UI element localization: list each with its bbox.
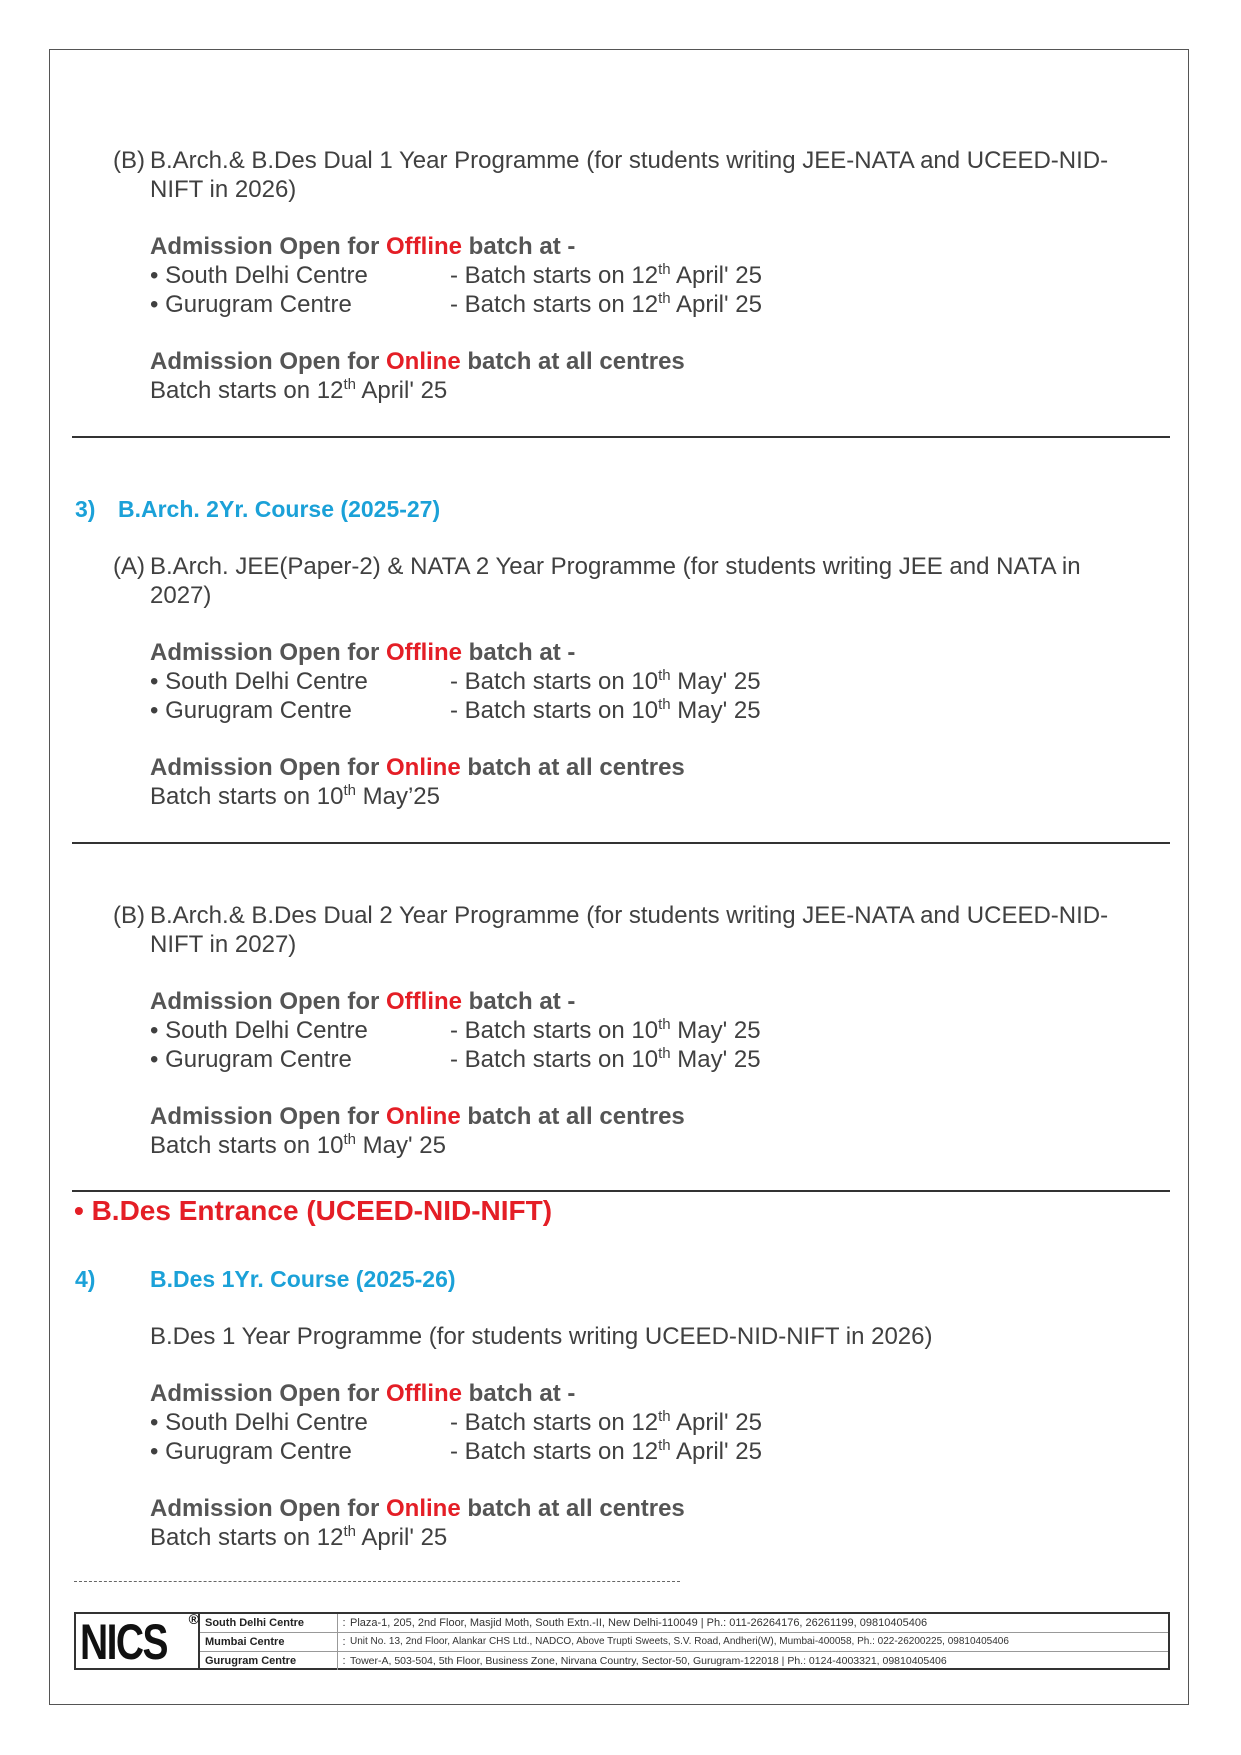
centre-name: Gurugram Centre bbox=[200, 1652, 338, 1670]
offline-admission-heading: Admission Open for Offline batch at - bbox=[150, 988, 576, 1015]
centre-name: Mumbai Centre bbox=[200, 1633, 338, 1651]
centre-details: Unit No. 13, 2nd Floor, Alankar CHS Ltd., NADCO, Above Trupti Sweets, S.V. Road, Andheri(W), Mumbai-400058, Ph.: 022-26200225, 09810405406 bbox=[350, 1636, 1009, 1647]
offline-word: Offline bbox=[386, 988, 463, 1015]
address-row: Mumbai Centre : Unit No. 13, 2nd Floor, Alankar CHS Ltd., NADCO, Above Trupti Sweets, S.V. Road, Andheri(W), Mumbai-400058, Ph.: 022-26200225, 09810405406 bbox=[200, 1633, 1168, 1652]
centre-details: Tower-A, 503-504, 5th Floor, Business Zone, Nirvana Country, Sector-50, Gurugram-122018 | Ph.: 0124-4003321, 09810405406 bbox=[350, 1655, 947, 1667]
online-admission-heading: Admission Open for Online batch at all centres bbox=[150, 1103, 685, 1130]
offline-admission-heading: Admission Open for Offline batch at - bbox=[150, 639, 576, 666]
footer-address-box bbox=[74, 1612, 1170, 1670]
online-admission-heading: Admission Open for Online batch at all centres bbox=[150, 754, 685, 781]
programme-title: B.Des 1 Year Programme (for students writing UCEED-NID-NIFT in 2026) bbox=[150, 1323, 933, 1350]
address-row: Gurugram Centre : Tower-A, 503-504, 5th Floor, Business Zone, Nirvana Country, Sector-50, Gurugram-122018 | Ph.: 0124-4003321, 09810405406 bbox=[200, 1652, 1168, 1670]
address-row: South Delhi Centre : Plaza-1, 205, 2nd Floor, Masjid Moth, South Extn.-II, New Delhi-110049 | Ph.: 011-26264176, 26261199, 09810405406 bbox=[200, 1614, 1168, 1633]
centre-row: • Gurugram Centre - Batch starts on 10th May' 25 bbox=[150, 696, 761, 724]
centre-row: • South Delhi Centre - Batch starts on 10th May' 25 bbox=[150, 667, 761, 695]
online-word: Online bbox=[386, 1103, 461, 1130]
course-title: B.Des 1Yr. Course (2025-26) bbox=[150, 1266, 456, 1292]
programme-title: B.Arch.& B.Des Dual 1 Year Programme (for students writing JEE-NATA and UCEED-NID- bbox=[150, 147, 1109, 174]
offline-admission-heading: Admission Open for Offline batch at - bbox=[150, 233, 576, 260]
online-batch-date: Batch starts on 10th May’25 bbox=[150, 782, 441, 810]
centre-row: • Gurugram Centre - Batch starts on 12th April' 25 bbox=[150, 290, 762, 318]
offline-word: Offline bbox=[386, 233, 463, 260]
bdes-entrance-heading: • B.Des Entrance (UCEED-NID-NIFT) bbox=[74, 1195, 553, 1226]
centre-row: • Gurugram Centre - Batch starts on 10th May' 25 bbox=[150, 1045, 761, 1073]
section-label: (B) bbox=[113, 902, 145, 929]
online-admission-heading: Admission Open for Online batch at all centres bbox=[150, 1495, 685, 1522]
centre-row: • Gurugram Centre - Batch starts on 12th April' 25 bbox=[150, 1437, 762, 1465]
programme-title-cont: NIFT in 2027) bbox=[150, 931, 297, 958]
centre-row: • South Delhi Centre - Batch starts on 10th May' 25 bbox=[150, 1016, 761, 1044]
programme-title: B.Arch. JEE(Paper-2) & NATA 2 Year Programme (for students writing JEE and NATA in bbox=[150, 553, 1081, 580]
divider bbox=[72, 1190, 1170, 1192]
offline-word: Offline bbox=[386, 1380, 463, 1407]
section-label: (B) bbox=[113, 147, 145, 174]
programme-title-cont: NIFT in 2026) bbox=[150, 176, 297, 203]
programme-title-cont: 2027) bbox=[150, 582, 212, 609]
offline-admission-heading: Admission Open for Offline batch at - bbox=[150, 1380, 576, 1407]
centre-row: • South Delhi Centre - Batch starts on 12th April' 25 bbox=[150, 1408, 762, 1436]
divider bbox=[72, 842, 1170, 844]
nics-logo bbox=[76, 1611, 200, 1670]
online-admission-heading: Admission Open for Online batch at all centres bbox=[150, 348, 685, 375]
offline-word: Offline bbox=[386, 639, 463, 666]
centre-row: • South Delhi Centre - Batch starts on 12th April' 25 bbox=[150, 261, 762, 289]
online-word: Online bbox=[386, 348, 461, 375]
centre-details: Plaza-1, 205, 2nd Floor, Masjid Moth, South Extn.-II, New Delhi-110049 | Ph.: 011-26264176, 26261199, 09810405406 bbox=[350, 1617, 928, 1629]
online-batch-date: Batch starts on 12th April' 25 bbox=[150, 376, 448, 404]
section-label: (A) bbox=[113, 553, 145, 580]
online-batch-date: Batch starts on 12th April' 25 bbox=[150, 1523, 448, 1551]
logo-text: NICS bbox=[80, 1614, 167, 1670]
online-batch-date: Batch starts on 10th May' 25 bbox=[150, 1131, 446, 1159]
divider bbox=[72, 436, 1170, 438]
centre-addresses bbox=[200, 1614, 1168, 1668]
course-number: 4) bbox=[75, 1266, 96, 1292]
dashed-separator bbox=[74, 1581, 680, 1582]
online-word: Online bbox=[386, 1495, 461, 1522]
course-title: B.Arch. 2Yr. Course (2025-27) bbox=[118, 496, 441, 522]
programme-title: B.Arch.& B.Des Dual 2 Year Programme (for students writing JEE-NATA and UCEED-NID- bbox=[150, 902, 1109, 929]
course-number: 3) bbox=[75, 496, 96, 522]
centre-name: South Delhi Centre bbox=[200, 1614, 338, 1632]
registered-mark: ® bbox=[188, 1611, 199, 1627]
online-word: Online bbox=[386, 754, 461, 781]
